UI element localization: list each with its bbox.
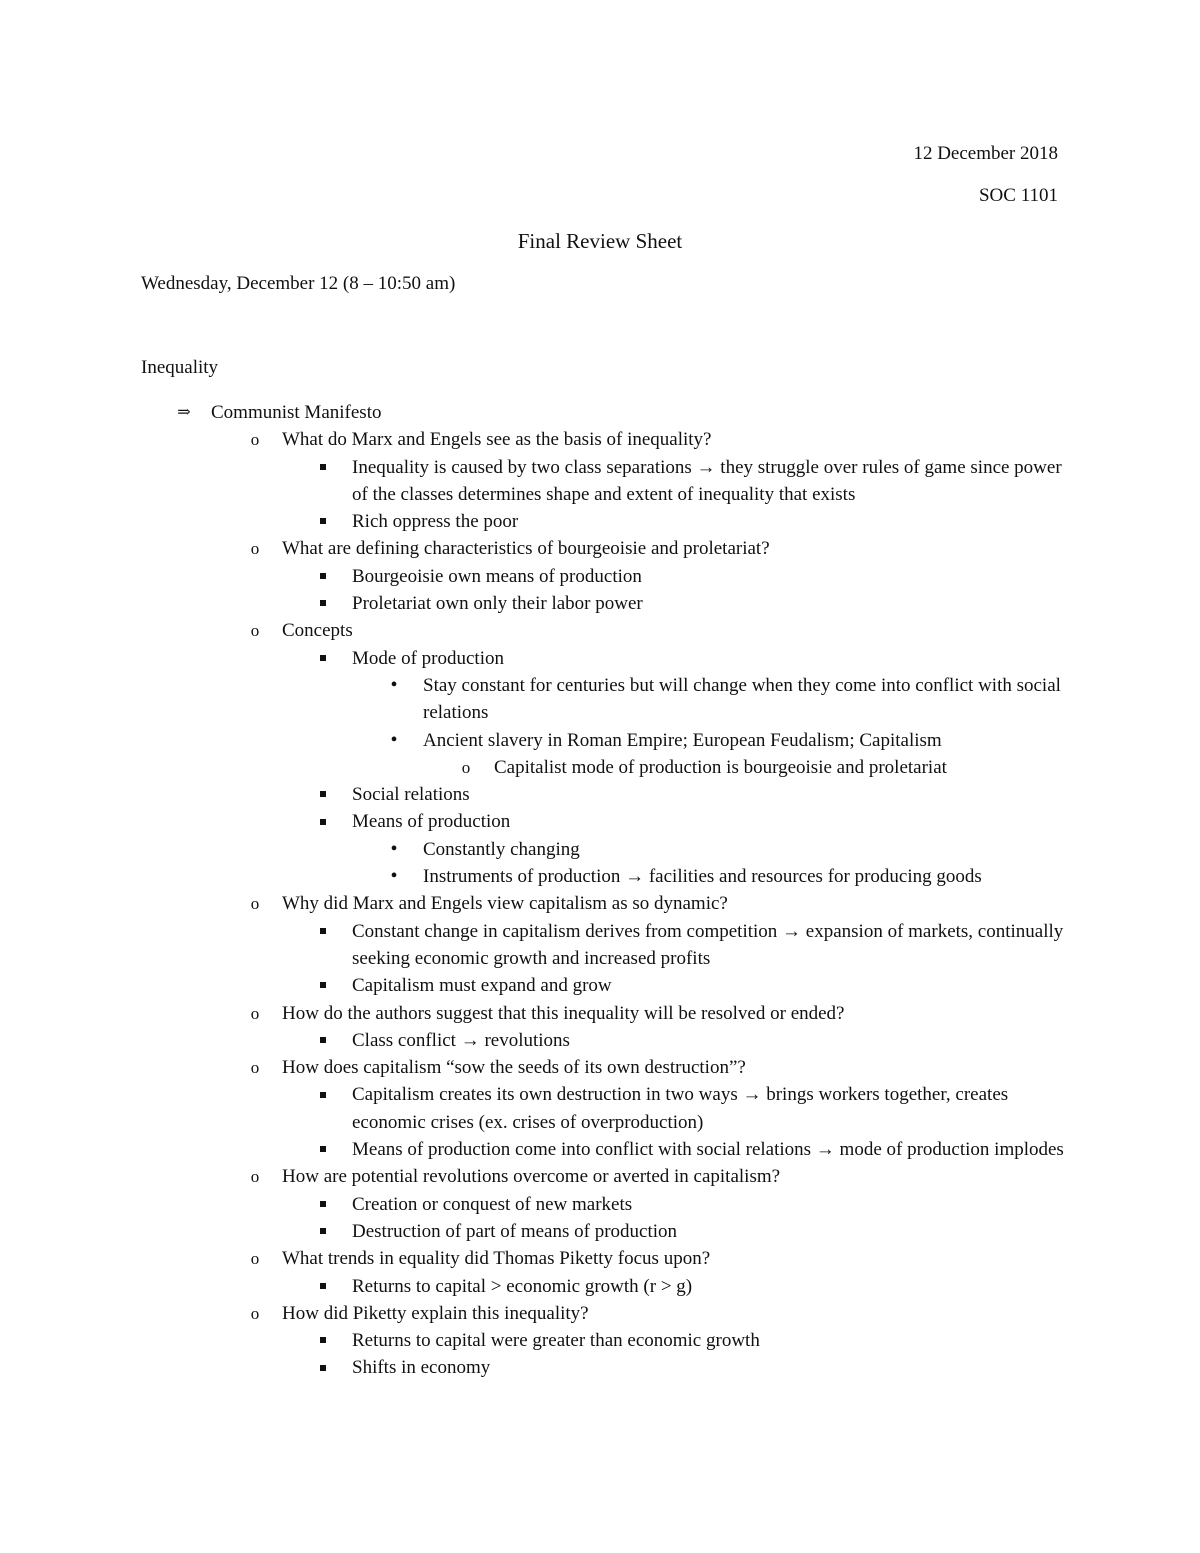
outline-subpoint (0, 727, 1200, 754)
square-bullet-icon (317, 1218, 329, 1245)
hollow-bullet-icon: o (250, 1249, 260, 1269)
square-bullet-icon (317, 1136, 329, 1163)
outline-question (0, 1245, 1200, 1272)
outline-text: Why did Marx and Engels view capitalism as so dynamic? (282, 893, 728, 915)
outline-topic (0, 399, 1200, 426)
square-bullet-icon (317, 808, 329, 835)
outline-point (0, 918, 1200, 973)
outline-point (0, 808, 1200, 835)
square-bullet-icon (317, 918, 329, 945)
outline-text: How are potential revolutions overcome or averted in capitalism? (282, 1166, 781, 1188)
outline-text: How do the authors suggest that this inequality will be resolved or ended? (282, 1002, 845, 1024)
hollow-bullet-icon: o (250, 1303, 260, 1323)
hollow-bullet-icon: o (250, 539, 260, 559)
outline-point (0, 508, 1200, 535)
square-bullet-icon (317, 1081, 329, 1108)
hollow-bullet-icon: o (250, 621, 260, 641)
header-course: SOC 1101 (978, 185, 1058, 206)
square-bullet-icon (317, 508, 329, 535)
hollow-bullet-icon: o (250, 894, 260, 914)
outline-text: How does capitalism “sow the seeds of its own destruction”? (282, 1057, 746, 1079)
hollow-bullet-icon: o (250, 430, 260, 450)
square-bullet-icon (317, 1027, 329, 1054)
outline-point (0, 645, 1200, 672)
outline-point (0, 563, 1200, 590)
outline-text: Shifts in economy (352, 1357, 491, 1379)
outline-text: What trends in equality did Thomas Piketty focus upon? (282, 1248, 711, 1270)
outline-list (0, 399, 1200, 1382)
square-bullet-icon (317, 454, 329, 481)
square-bullet-icon (317, 1191, 329, 1218)
outline-text: Concepts (282, 620, 353, 642)
outline-text: Means of production (352, 811, 511, 833)
outline-point (0, 1081, 1200, 1136)
hollow-bullet-icon: o (250, 1003, 260, 1023)
outline-question (0, 1000, 1200, 1027)
outline-detail (0, 754, 1200, 781)
hollow-bullet-icon: o (250, 1167, 260, 1187)
outline-text: Stay constant for centuries but will change when they come into conflict with social relations (423, 674, 1061, 724)
section-heading: Inequality (141, 357, 219, 378)
outline-text: Mode of production (352, 647, 504, 669)
outline-question (0, 890, 1200, 917)
outline-point (0, 1273, 1200, 1300)
round-bullet-icon: • (390, 728, 398, 751)
round-bullet-icon: • (390, 673, 398, 696)
outline-text: Returns to capital were greater than economic growth (352, 1330, 760, 1352)
outline-text: Destruction of part of means of production (352, 1220, 678, 1242)
outline-question (0, 1300, 1200, 1327)
outline-text: Bourgeoisie own means of production (352, 565, 642, 587)
outline-text: Capitalism creates its own destruction in two ways → brings workers together, creates economic crises (ex. crises of overproduction) (352, 1084, 1009, 1133)
outline-text: Capitalism must expand and grow (352, 975, 612, 997)
hollow-bullet-icon: o (461, 757, 471, 777)
square-bullet-icon (317, 563, 329, 590)
outline-text: Constantly changing (423, 838, 580, 860)
outline-subpoint (0, 836, 1200, 863)
outline-text: Rich oppress the poor (352, 511, 519, 533)
hollow-bullet-icon: o (250, 1058, 260, 1078)
outline-point (0, 1136, 1200, 1163)
outline-subpoint (0, 672, 1200, 727)
outline-question (0, 535, 1200, 562)
header-date: 12 December 2018 (913, 143, 1058, 164)
outline-text: Inequality is caused by two class separations → they struggle over rules of game since power of the classes determines shape and extent of inequality that exists (352, 456, 1062, 505)
outline-point (0, 590, 1200, 617)
implies-arrow-icon: ⇒ (177, 404, 191, 421)
outline-text: How did Piketty explain this inequality? (282, 1302, 589, 1324)
outline-text: What do Marx and Engels see as the basis of inequality? (282, 429, 712, 451)
square-bullet-icon (317, 590, 329, 617)
square-bullet-icon (317, 1273, 329, 1300)
outline-question (0, 1054, 1200, 1081)
outline-question (0, 617, 1200, 644)
outline-text: Means of production come into conflict with social relations → mode of production implodes (352, 1139, 1064, 1161)
outline-question (0, 1163, 1200, 1190)
outline-point (0, 1218, 1200, 1245)
outline-text: Capitalist mode of production is bourgeoisie and proletariat (494, 756, 947, 778)
outline-point (0, 1327, 1200, 1354)
exam-time: Wednesday, December 12 (8 – 10:50 am) (141, 273, 456, 294)
outline-point (0, 1191, 1200, 1218)
outline-text: Proletariat own only their labor power (352, 593, 643, 615)
outline-question (0, 426, 1200, 453)
outline-point (0, 1027, 1200, 1054)
round-bullet-icon: • (390, 865, 398, 888)
square-bullet-icon (317, 645, 329, 672)
outline-text: What are defining characteristics of bourgeoisie and proletariat? (282, 538, 770, 560)
square-bullet-icon (317, 972, 329, 999)
outline-subpoint (0, 863, 1200, 890)
document-title: Final Review Sheet (517, 229, 683, 253)
outline-point (0, 454, 1200, 509)
square-bullet-icon (317, 781, 329, 808)
square-bullet-icon (317, 1354, 329, 1381)
round-bullet-icon: • (390, 837, 398, 860)
outline-text: Instruments of production → facilities and resources for producing goods (423, 866, 982, 888)
outline-text: Ancient slavery in Roman Empire; European Feudalism; Capitalism (423, 729, 942, 751)
outline-text: Constant change in capitalism derives from competition → expansion of markets, continually seeking economic growth and increased profits (352, 920, 1064, 969)
outline-point (0, 972, 1200, 999)
outline-text: Returns to capital > economic growth (r > g) (352, 1275, 693, 1297)
outline-text: Creation or conquest of new markets (352, 1193, 633, 1215)
outline-text: Class conflict → revolutions (352, 1029, 570, 1051)
outline-point (0, 1354, 1200, 1381)
outline-text: Social relations (352, 784, 470, 806)
outline-text: Communist Manifesto (211, 402, 382, 423)
square-bullet-icon (317, 1327, 329, 1354)
outline-point (0, 781, 1200, 808)
